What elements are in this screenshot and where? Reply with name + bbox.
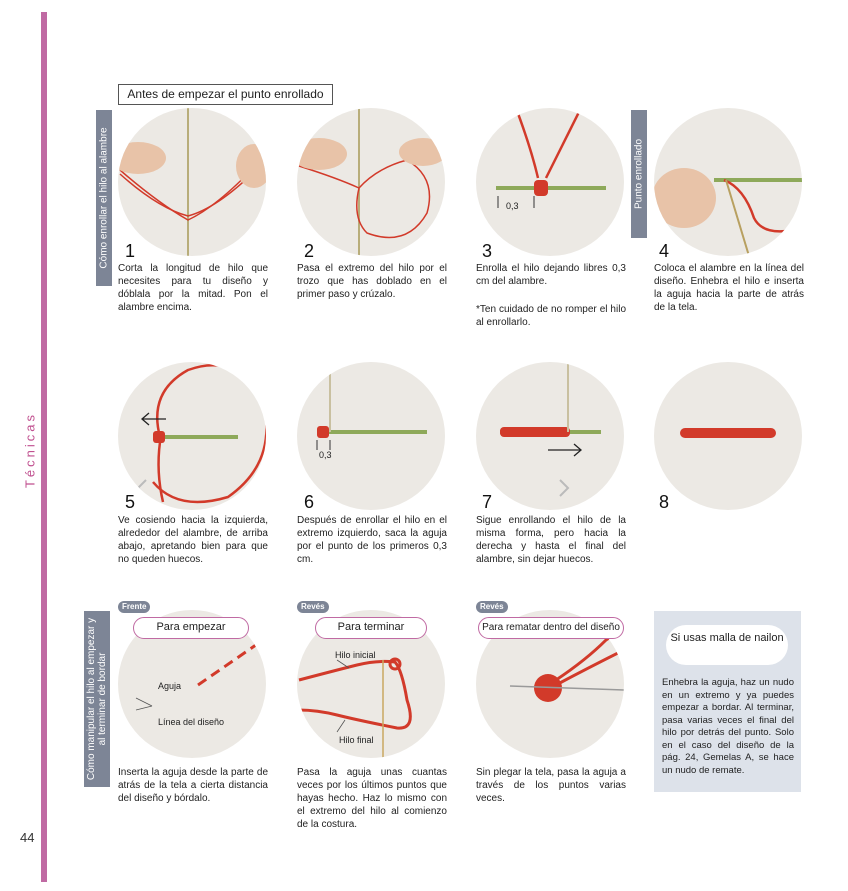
badge-front: Frente (118, 601, 150, 613)
label-manage: Cómo manipular el hilo al empezar y al terminar de bordar (84, 611, 110, 787)
step-text-1: Corta la longitud de hilo que necesites para tu diseño y dóblala por la mitad. Pon el alambre encima. (118, 263, 268, 313)
section-title: Antes de empezar el punto enrollado (118, 84, 333, 105)
measure-label-step-6: 0,3 (319, 450, 332, 460)
step-number-8: 8 (659, 492, 670, 512)
page-margin-bar (41, 12, 47, 882)
photo-step-8 (654, 362, 802, 510)
nylon-note-box (654, 611, 801, 792)
annotation-needle: Aguja (158, 681, 182, 691)
photo-step-4 (654, 108, 802, 256)
step-number-1: 1 (125, 241, 136, 261)
manage-text-end: Pasa la aguja unas cuantas veces por los últimos puntos que hayas hecho. Haz lo mismo con el extremo del hilo al comienzo de la costura. (297, 767, 447, 830)
nylon-text: Enhebra la aguja, haz un nudo en un extremo y ya puedes empezar a bordar. Al terminar, pasa varias veces el final del hilo por detrás del punto. Solo en el caso del diseño de la pág. 24, Gemelas A, se hace un nudo de remate. (662, 677, 794, 776)
label-stitch: Punto enrollado (631, 110, 647, 238)
step-number-6: 6 (304, 492, 315, 512)
manage-text-finish-inside: Sin plegar la tela, pasa la aguja a través de los puntos varias veces. (476, 767, 626, 804)
step-number-2: 2 (304, 241, 315, 261)
annotation-design-line: Línea del diseño (158, 717, 225, 727)
side-title: Técnicas (22, 411, 38, 489)
nylon-title: Si usas malla de nailon (666, 625, 788, 665)
annotation-initial-thread: Hilo inicial (335, 650, 376, 660)
step-text-5: Ve cosiendo hacia la izquierda, alrededor del alambre, de arriba abajo, apretando bien para que no queden huecos. (118, 515, 268, 565)
step-number-3: 3 (482, 241, 493, 261)
photo-step-3 (476, 108, 624, 256)
step-text-2: Pasa el extremo del hilo por el trozo que has doblado en el primer paso y crúzalo. (297, 263, 447, 300)
step-note-3: *Ten cuidado de no romper el hilo al enrollarlo. (476, 304, 626, 328)
measure-label-step-3: 0,3 (506, 201, 519, 211)
step-number-7: 7 (482, 492, 493, 512)
step-text-7: Sigue enrollando el hilo de la misma forma, pero hacia la derecha y hasta el final del alambre, sin dejar huecos. (476, 515, 626, 565)
manage-text-start: Inserta la aguja desde la parte de atrás de la tela a cierta distancia del diseño y bórdalo. (118, 767, 268, 804)
photo-step-6 (297, 362, 445, 510)
label-wire: Cómo enrollar el hilo al alambre (96, 110, 112, 286)
photo-step-7 (476, 362, 624, 510)
pill-end: Para terminar (315, 617, 427, 639)
pill-finish-inside: Para rematar dentro del diseño (478, 617, 624, 639)
photo-step-5 (118, 362, 266, 510)
badge-back-2: Revés (476, 601, 508, 613)
step-number-4: 4 (659, 241, 670, 261)
page-number: 44 (20, 830, 35, 845)
step-text-3: Enrolla el hilo dejando libres 0,3 cm del alambre. (476, 263, 626, 287)
step-text-4: Coloca el alambre en la línea del diseño. Enhebra el hilo e inserta la aguja hacia la parte de atrás de la tela. (654, 263, 804, 313)
annotation-final-thread: Hilo final (339, 735, 374, 745)
pill-start: Para empezar (133, 617, 249, 639)
photo-step-1 (118, 108, 266, 256)
badge-back-1: Revés (297, 601, 329, 613)
step-text-6: Después de enrollar el hilo en el extremo izquierdo, saca la aguja por el punto de los primeros 0,3 cm. (297, 515, 447, 565)
step-number-5: 5 (125, 492, 136, 512)
photo-step-2 (297, 108, 445, 256)
